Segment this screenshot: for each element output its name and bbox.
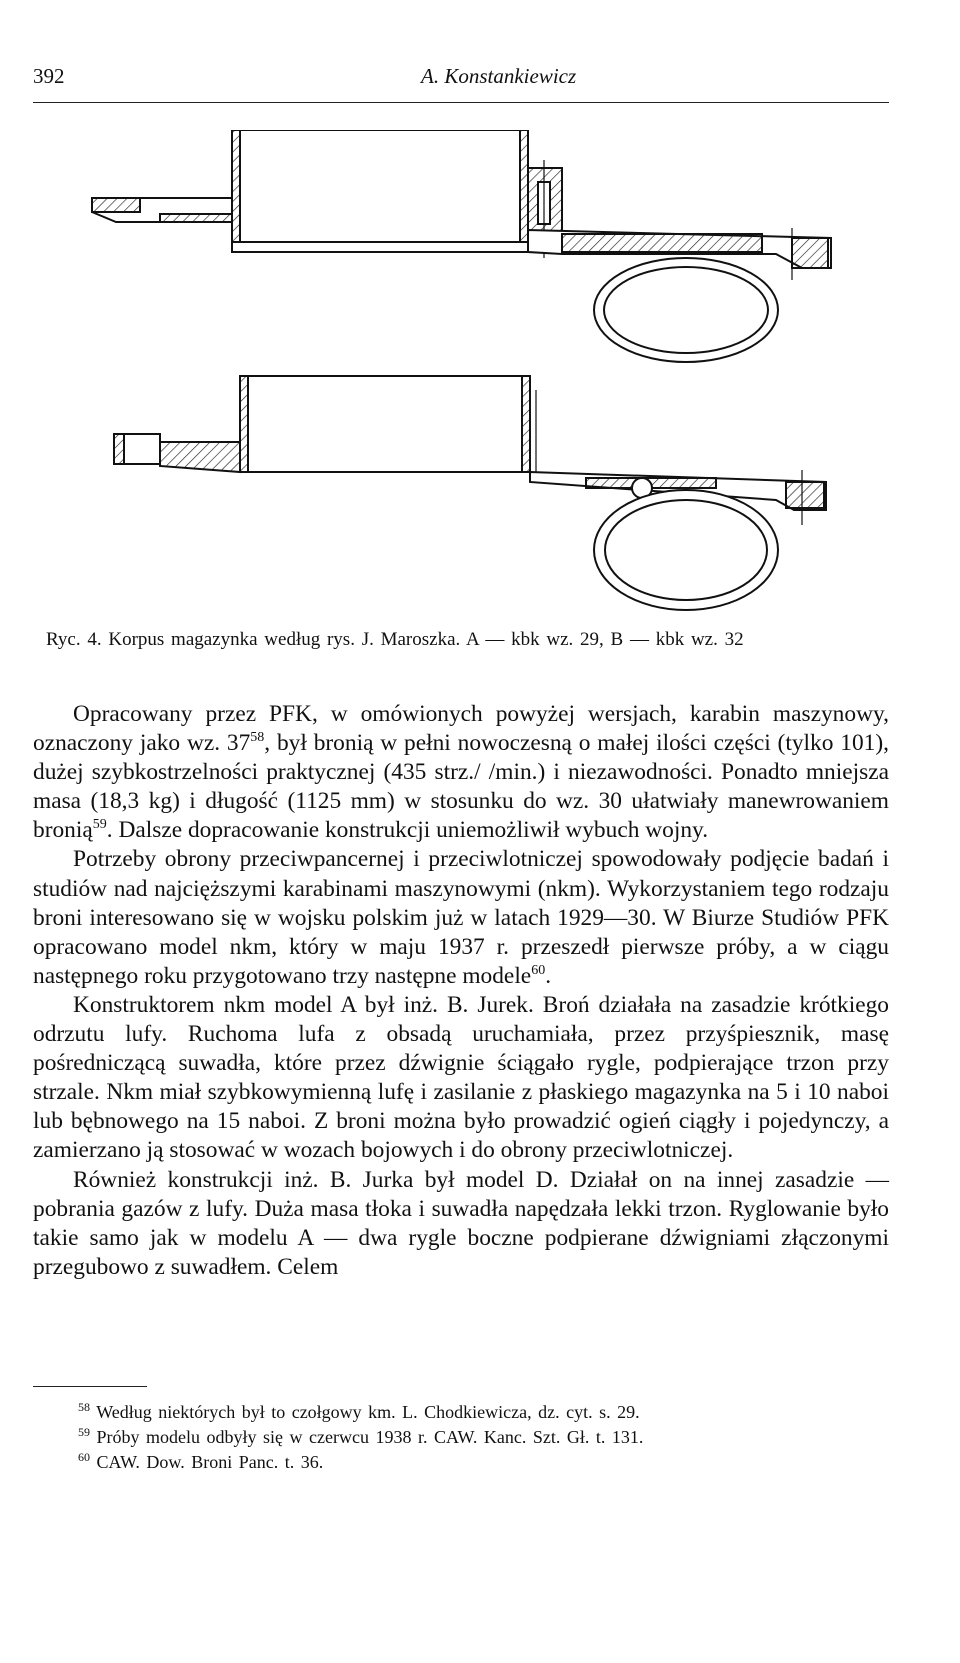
footnote-rule <box>33 1386 147 1387</box>
text-run: . Dalsze dopracowanie konstrukcji uniemożliwił wybuch wojny. <box>106 817 709 844</box>
text-run: Opracowany przez PFK, w omówionych powyżej wersjach, karabin maszynowy, oznaczony jako wz. 37 <box>33 701 889 757</box>
footnote-text: Według niektórych był to czołgowy km. L. Chodkiewicza, dz. cyt. s. 29. <box>96 1402 640 1422</box>
footnote-ref: 58 <box>250 730 265 746</box>
paragraph: Również konstrukcji inż. B. Jurka był model D. Działał on na innej zasadzie — pobrania gazów z lufy. Duża masa tłoka i suwadła napędzała lekki trzon. Ryglowanie było takie samo jak w modelu A — dwa rygle boczne podpierane dźwigniami złączonymi przegubowo z suwadłem. Celem <box>33 1166 889 1280</box>
page-number: 392 <box>33 64 65 88</box>
drawing-b <box>114 376 826 610</box>
paragraph <box>33 700 889 845</box>
technical-drawing <box>86 130 846 630</box>
footnote-text: CAW. Dow. Broni Panc. t. 36. <box>96 1452 324 1472</box>
paragraph: Konstruktorem nkm model A był inż. B. Jurek. Broń działała na zasadzie krótkiego odrzutu lufy. Ruchoma lufa z obsadą uruchamiała, przez przyśpiesznik, masę pośredniczącą suwadła, które przez dźwignie ściągało rygle, podpierające trzon przy strzale. Nkm miał szybkowymienną lufę i zasilanie z płaskiego magazynka na 5 i 10 naboi lub bębnowego na 15 naboi. Z broni można było prowadzić ogień ciągły i pojedynczy, a zamierzano ją stosować w wozach bojowych i do obrony przeciwlotniczej. <box>33 991 889 1164</box>
header-rule <box>33 102 889 103</box>
paragraph <box>33 845 889 990</box>
drawing-a <box>92 130 831 362</box>
footnotes <box>78 1400 878 1475</box>
text-run: . <box>545 962 552 989</box>
footnote-number: 60 <box>78 1450 90 1464</box>
page-header <box>33 64 889 104</box>
text-run: Potrzeby obrony przeciwpancernej i przeciwlotniczej spowodowały podjęcie badań i studiów nad najcięższymi karabinami maszynowymi (nkm). Wykorzystaniem tego rodzaju broni interesowano się w wojsku polskim już w latach 1929—30. W Biurze Studiów PFK opracowano model nkm, który w maju 1937 r. przeszedł pierwsze próby, a w ciągu następnego roku przygotowano trzy następne modele <box>33 846 889 989</box>
running-head: A. Konstankiewicz <box>421 64 577 88</box>
body-text <box>33 700 889 1282</box>
text-run: , był bronią w pełni nowoczesną o małej ilości części (tylko 101), dużej szybkostrzelności praktycznej (435 strz./ /min.) i niezawodności. Ponadto mniejsza masa (18,3 kg) i długość (1125 mm) w stosunku do wz. 30 ułatwiały manewrowaniem bronią <box>33 730 889 844</box>
footnote-ref: 59 <box>92 817 107 833</box>
footnote-text: Próby modelu odbyły się w czerwcu 1938 r. CAW. Kanc. Szt. Gł. t. 131. <box>96 1427 644 1447</box>
footnote <box>78 1400 878 1425</box>
footnote <box>78 1450 878 1475</box>
footnote <box>78 1425 878 1450</box>
figure-caption: Ryc. 4. Korpus magazynka według rys. J. Maroszka. A — kbk wz. 29, B — kbk wz. 32 <box>46 629 744 650</box>
footnote-number: 59 <box>78 1425 90 1439</box>
footnote-ref: 60 <box>531 963 546 979</box>
footnote-number: 58 <box>78 1400 90 1414</box>
